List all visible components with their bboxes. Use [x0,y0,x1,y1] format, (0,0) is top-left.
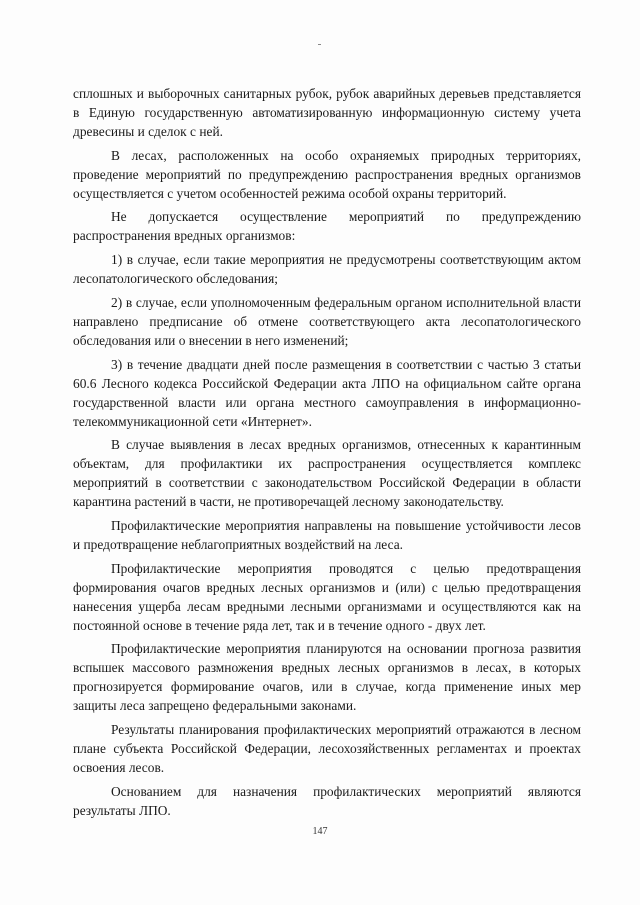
document-body [73,85,581,826]
paragraph-continuation: сплошных и выборочных санитарных рубок, рубок аварийных деревьев представляется в Единую государственную автоматизированную информационную систему учета древесины и сделок с ней. [73,86,581,139]
list-item-3: 3) в течение двадцати дней после размещения в соответствии с частью 3 статьи 60.6 Лесного кодекса Российской Федерации акта ЛПО на официальном сайте органа государственной власти или органа местного самоуправления в информационно-телекоммуникационной сети «Интернет». [73,356,581,429]
paragraph-grounds: Основанием для назначения профилактических мероприятий являются результаты ЛПО. [73,783,581,818]
paragraph-planning-results: Результаты планирования профилактических мероприятий отражаются в лесном плане субъекта Российской Федерации, лесохозяйственных регламентах и проектах освоения лесов. [73,722,581,775]
paragraph-protected-areas: В лесах, расположенных на особо охраняемых природных территориях, проведение мероприятий по предупреждению распространения вредных организмов осуществляется с учетом особенностей режима особой охраны территорий. [73,147,581,201]
scan-mark [318,44,321,45]
list-item-2: 2) в случае, если уполномоченным федеральным органом исполнительной власти направлено предписание об отмене соответствующего акта лесопатологического обследования или о внесении в него изменений; [73,295,581,348]
paragraph-prevention-purpose: Профилактические мероприятия проводятся с целью предотвращения формирования очагов вредных лесных организмов и (или) с целью предотвращения нанесения ущерба лесам вредными лесными организмами и осуществляются как на постоянной основе в течение ряда лет, так и в течение одного - двух лет. [73,560,581,633]
paragraph-quarantine: В случае выявления в лесах вредных организмов, отнесенных к карантинным объектам, для профилактики их распространения осуществляется комплекс мероприятий в соответствии с законодательством Российской Федерации в области карантина растений в части, не противоречащей лесному законодательству. [73,437,581,510]
page-number: 147 [312,826,328,837]
paragraph-not-allowed: Не допускается осуществление мероприятий по предупреждению распространения вредных организмов: [73,209,581,244]
list-item-1: 1) в случае, если такие мероприятия не предусмотрены соответствующим актом лесопатологического обследования; [73,252,581,287]
paragraph-planning-basis: Профилактические мероприятия планируются на основании прогноза развития вспышек массового размножения вредных лесных организмов в лесах, в которых прогнозируется формирование очагов, или в случае, когда применение иных мер защиты леса запрещено федеральными законами. [73,641,581,714]
paragraph-prevention-goal: Профилактические мероприятия направлены на повышение устойчивости лесов и предотвращение неблагоприятных воздействий на леса. [73,518,581,552]
